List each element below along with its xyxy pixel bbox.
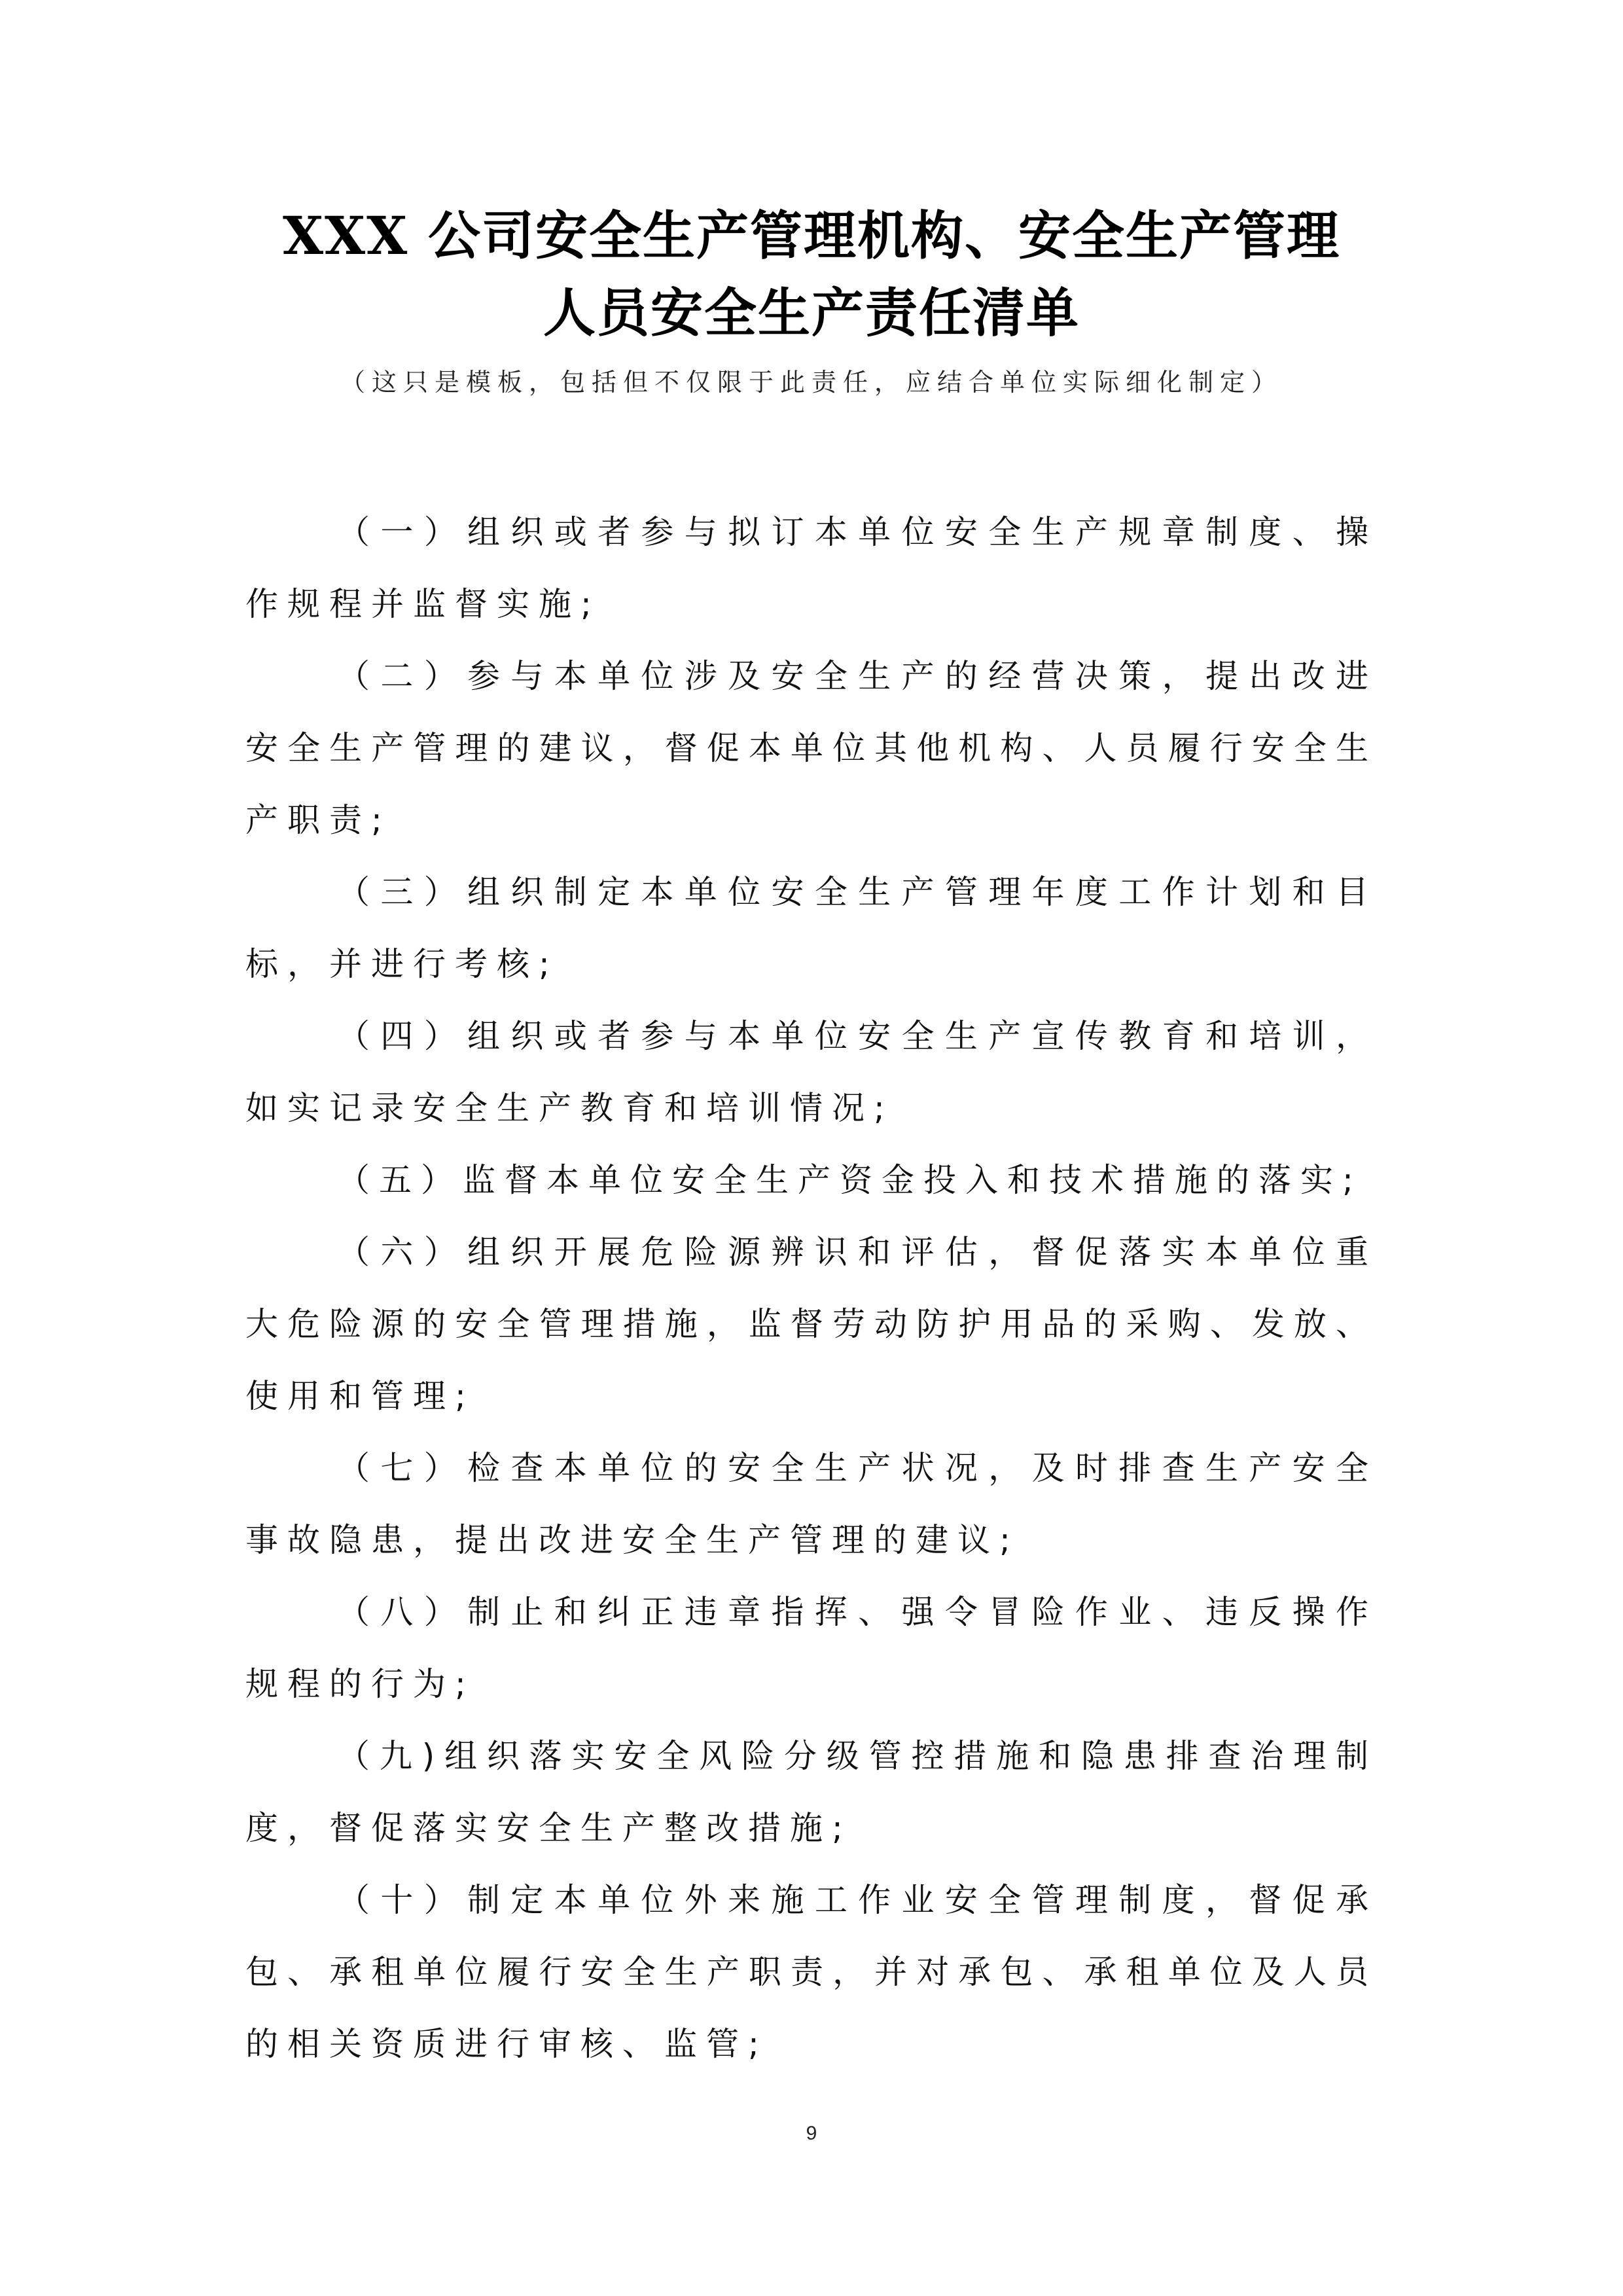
responsibility-item-5: （五）监督本单位安全生产资金投入和技术措施的落实; [337,1161,1363,1199]
responsibility-item-3: （三）组织制定本单位安全生产管理年度工作计划和目标，并进行考核; [245,873,1378,983]
document-title-line1: XXX 公司安全生产管理机构、安全生产管理 [282,205,1341,266]
responsibility-item-7: （七）检查本单位的安全生产状况，及时排查生产安全事故隐患，提出改进安全生产管理的建议; [245,1449,1378,1559]
responsibility-item-6: （六）组织开展危险源辨识和评估，督促落实本单位重大危险源的安全管理措施，监督劳动防护用品的采购、发放、使用和管理; [245,1233,1378,1415]
document-title-line2: 人员安全生产责任清单 [543,282,1080,344]
responsibility-list [245,496,1378,2080]
page-number: 9 [806,2123,817,2144]
responsibility-item-4: （四）组织或者参与本单位安全生产宣传教育和培训，如实记录安全生产教育和培训情况; [245,1017,1378,1127]
responsibility-item-9: （九)组织落实安全风险分级管控措施和隐患排查治理制度，督促落实安全生产整改措施; [245,1737,1378,1847]
document-subtitle: （这只是模板，包括但不仅限于此责任，应结合单位实际细化制定） [340,368,1283,397]
responsibility-item-1: （一）组织或者参与拟订本单位安全生产规章制度、操作规程并监督实施; [245,513,1378,623]
responsibility-item-10: （十）制定本单位外来施工作业安全管理制度，督促承包、承租单位履行安全生产职责，并对承包、承租单位及人员的相关资质进行审核、监管; [245,1881,1378,2063]
responsibility-item-8: （八）制止和纠正违章指挥、强令冒险作业、违反操作规程的行为; [245,1593,1378,1703]
responsibility-item-2: （二）参与本单位涉及安全生产的经营决策，提出改进安全生产管理的建议，督促本单位其他机构、人员履行安全生产职责; [245,657,1378,839]
